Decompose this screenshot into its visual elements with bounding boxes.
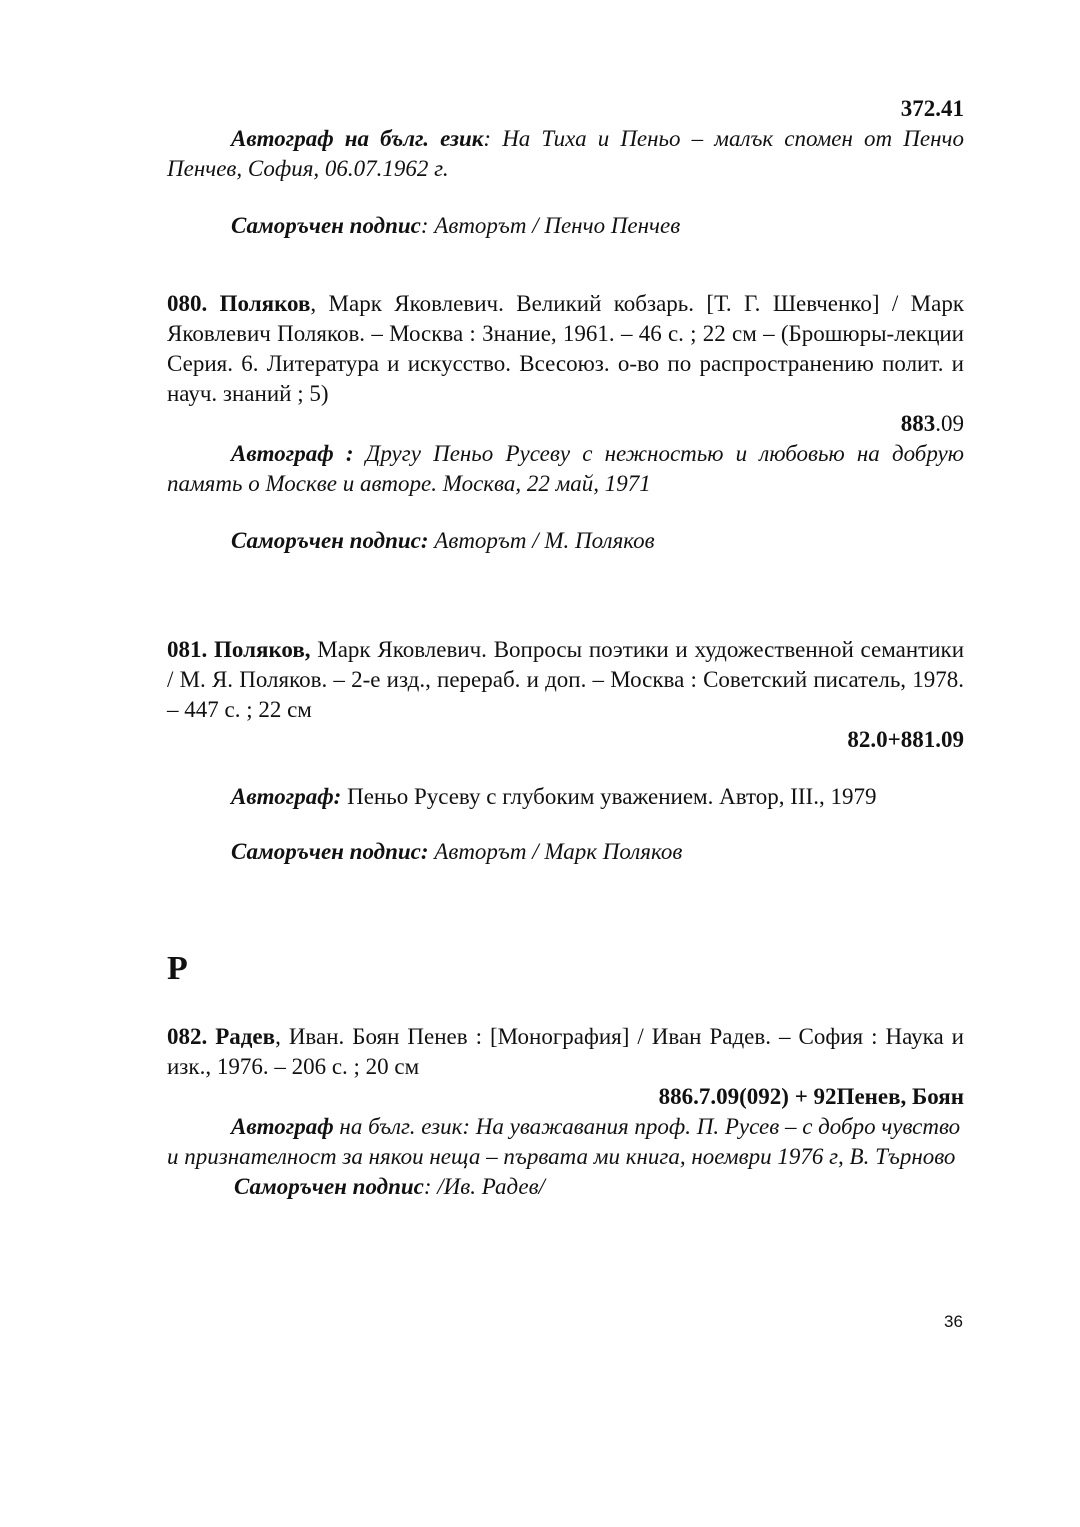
- entry-number: 082.: [167, 1024, 208, 1049]
- entry-author: Радев: [215, 1024, 276, 1049]
- signature-text: : Авторът / Пенчо Пенчев: [420, 213, 681, 238]
- signature-text: Авторът / М. Поляков: [428, 528, 655, 553]
- udc-code: 372.41: [900, 96, 964, 121]
- udc-code-normal: .09: [935, 411, 964, 436]
- udc-code: [167, 409, 964, 439]
- autograph-text: Другу Пеньо Русеву с нежностью и любовью на добрую память о Москве и авторе. Москва, 22 май, 1971: [167, 441, 964, 496]
- autograph-text: : На Тиха и Пеньо – малък спомен от Пенчо Пенчев, София, 06.07.1962 г.: [167, 126, 964, 181]
- entry-description: Марк Яковлевич. Вопросы поэтики и художественной семантики / М. Я. Поляков. – 2-е изд., перераб. и доп. – Москва : Советский писатель, 1978. – 447 с. ; 22 см: [167, 637, 964, 722]
- entry-author: Поляков: [219, 291, 311, 316]
- entry-number: 081.: [167, 637, 208, 662]
- signature-label: Саморъчен подпис: [234, 1174, 424, 1199]
- signature-note: [167, 837, 964, 867]
- signature-note: [167, 211, 964, 241]
- autograph-note: [167, 782, 964, 812]
- autograph-note: [167, 1112, 964, 1172]
- udc-code: 82.0+881.09: [847, 727, 964, 752]
- signature-text: Авторът / Марк Поляков: [428, 839, 683, 864]
- autograph-text: Пеньо Русеву с глубоким уважением. Автор, III., 1979: [341, 784, 877, 809]
- signature-label: Саморъчен подпис: [231, 213, 421, 238]
- autograph-note: [167, 439, 964, 499]
- autograph-label: Автограф:: [231, 784, 342, 809]
- entry-number: 080.: [167, 291, 208, 316]
- signature-note: [167, 526, 964, 556]
- udc-code-bold: 883: [900, 411, 936, 436]
- bib-entry-082: [167, 1022, 964, 1082]
- page-content: [167, 94, 964, 1202]
- entry-description: , Иван. Боян Пенев : [Монография] / Иван Радев. – София : Наука и изк., 1976. – 206 с. ; 20 см: [167, 1024, 964, 1079]
- signature-label: Саморъчен подпис:: [231, 528, 429, 553]
- section-letter: Р: [167, 950, 188, 987]
- udc-code: 886.7.09(092) + 92Пенев, Боян: [658, 1084, 964, 1109]
- bib-entry-081: [167, 635, 964, 725]
- entry-author: Поляков,: [214, 637, 311, 662]
- signature-text: : /Ив. Радев/: [423, 1174, 545, 1199]
- signature-note: [167, 1172, 964, 1202]
- autograph-label: Автограф на бълг. език: [231, 126, 484, 151]
- page-number: 36: [944, 1312, 963, 1331]
- autograph-text: на бълг. език: На уважавания проф. П. Русев – с добро чувство и признателност за някои неща – първата ми книга, ноември 1976 г, В. Търново: [167, 1114, 961, 1169]
- entry-sep: ,: [310, 291, 317, 316]
- bib-entry-080: [167, 289, 964, 409]
- autograph-label: Автограф: [231, 1114, 334, 1139]
- entry-description: Марк Яковлевич. Великий кобзарь. [Т. Г. Шевченко] / Марк Яковлевич Поляков. – Москва : Знание, 1961. – 46 с. ; 22 см – (Брошюры-лекции Серия. 6. Литература и искусство. Всесоюз. о-во по распространению полит. и науч. знаний ; 5): [167, 291, 964, 406]
- autograph-note: [167, 124, 964, 184]
- signature-label: Саморъчен подпис:: [231, 839, 429, 864]
- autograph-label: Автограф :: [231, 441, 354, 466]
